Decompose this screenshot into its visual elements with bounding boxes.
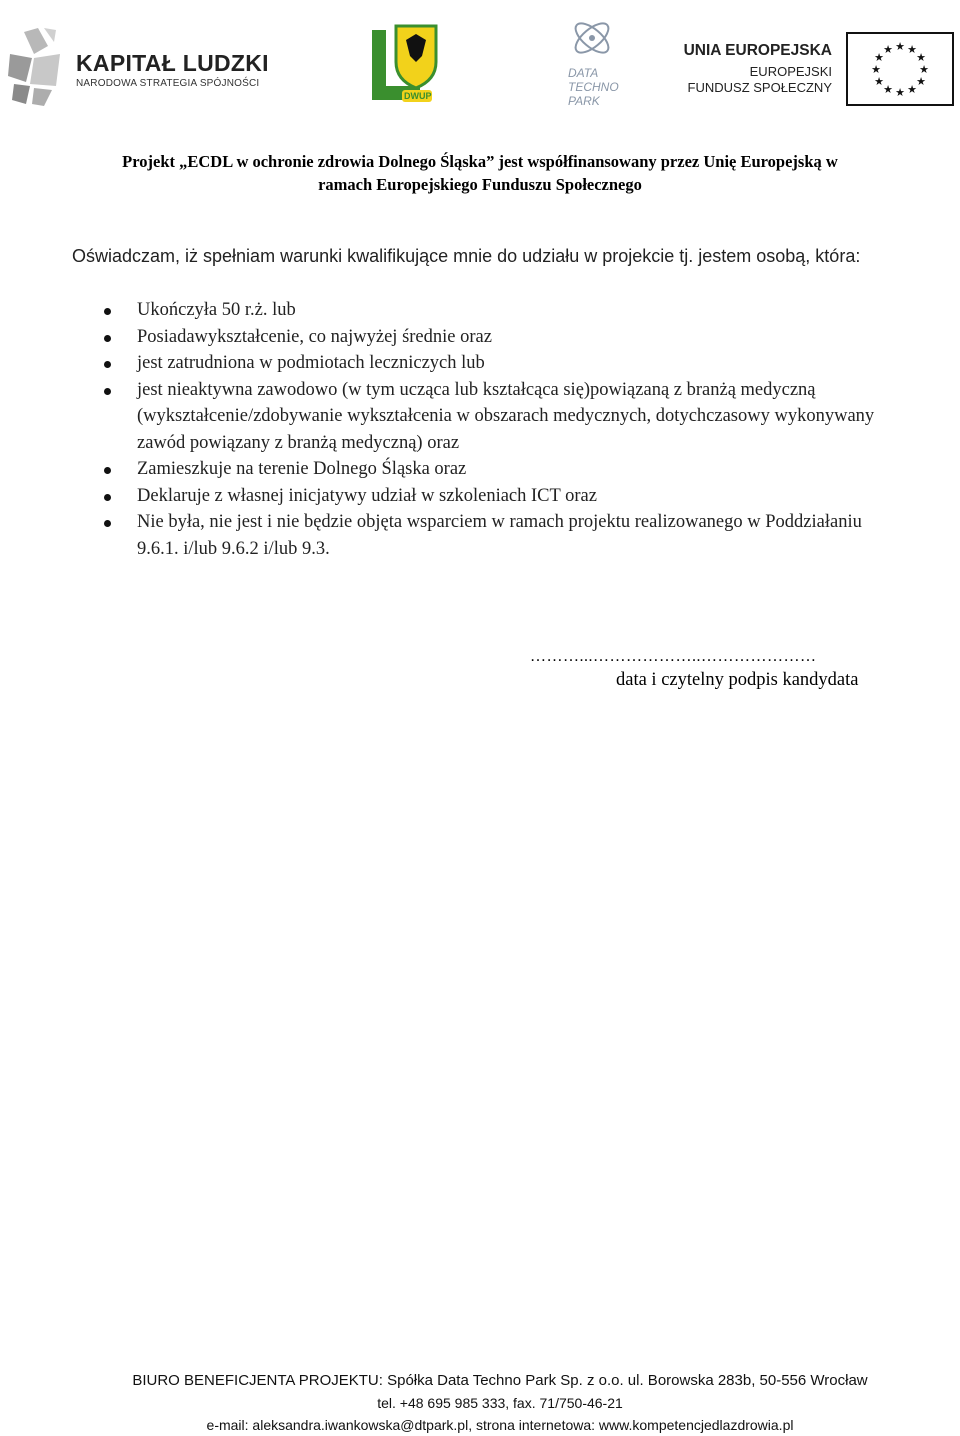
kapital-ludzki-emblem-icon xyxy=(4,24,68,108)
unia-europejska-subtitle xyxy=(688,64,832,96)
atom-icon xyxy=(568,14,628,64)
svg-text:★: ★ xyxy=(916,75,926,88)
list-item xyxy=(104,377,904,457)
list-item xyxy=(104,509,904,562)
list-item xyxy=(104,456,904,483)
ue-line-fundusz: FUNDUSZ SPOŁECZNY xyxy=(687,80,832,95)
bullet-icon xyxy=(104,308,111,315)
svg-text:★: ★ xyxy=(883,43,893,56)
unia-europejska-logo xyxy=(682,30,957,108)
list-item-text: Nie była, nie jest i nie będzie objęta wsparciem w ramach projektu realizowanego w Poddziałaniu 9.6.1. i/lub 9.6.2 i/lub 9.3. xyxy=(137,512,862,559)
declaration-intro: Oświadczam, iż spełniam warunki kwalifikujące mnie do udziału w projekcie tj. jestem osobą, która: xyxy=(72,246,861,266)
project-header-line-2: ramach Europejskiego Funduszu Społecznego xyxy=(318,175,642,194)
dtp-line-data: DATA xyxy=(568,66,599,80)
list-item-text: Ukończyła 50 r.ż. lub xyxy=(137,300,296,320)
ue-line-europejski: EUROPEJSKI xyxy=(749,64,832,79)
dwup-logo xyxy=(366,22,452,108)
kapital-ludzki-title: KAPITAŁ LUDZKI xyxy=(76,50,269,76)
eu-stars-icon xyxy=(848,34,952,104)
svg-text:★: ★ xyxy=(871,63,881,76)
signature-line: ………...………………..………………… xyxy=(530,648,817,665)
svg-text:★: ★ xyxy=(907,43,917,56)
bullet-icon xyxy=(104,494,111,501)
data-techno-park-logo xyxy=(562,14,642,108)
dwup-label: DWUP xyxy=(404,91,432,101)
project-header-line-1: Projekt „ECDL w ochronie zdrowia Dolnego Śląska” jest współfinansowany przez Unię Europejską w xyxy=(122,152,838,171)
list-item xyxy=(104,324,904,351)
bullet-icon xyxy=(104,361,111,368)
footer xyxy=(40,1370,960,1436)
signature-label: data i czytelny podpis kandydata xyxy=(616,670,859,690)
list-item-text: Deklaruje z własnej inicjatywy udział w szkoleniach ICT oraz xyxy=(137,485,597,506)
kapital-ludzki-logo xyxy=(4,24,274,108)
bullet-icon xyxy=(104,335,111,342)
eu-flag xyxy=(846,32,954,106)
footer-address: BIURO BENEFICJENTA PROJEKTU: Spółka Data Techno Park Sp. z o.o. ul. Borowska 283b, 50-556 Wrocław xyxy=(132,1372,868,1389)
unia-europejska-title: UNIA EUROPEJSKA xyxy=(683,42,832,59)
footer-phone: tel. +48 695 985 333, fax. 71/750-46-21 xyxy=(377,1395,623,1411)
svg-text:★: ★ xyxy=(916,51,926,64)
project-header xyxy=(40,150,920,196)
svg-text:★: ★ xyxy=(895,86,905,99)
footer-contact: e-mail: aleksandra.iwankowska@dtpark.pl, strona internetowa: www.kompetencjedlazdrowia.pl xyxy=(206,1417,794,1433)
bullet-icon xyxy=(104,520,111,527)
list-item xyxy=(104,297,904,324)
list-item-text: Zamieszkuje na terenie Dolnego Śląska oraz xyxy=(137,459,467,479)
data-techno-park-text xyxy=(568,66,619,108)
svg-text:★: ★ xyxy=(907,83,917,96)
svg-text:★: ★ xyxy=(919,63,929,76)
dtp-line-park: PARK xyxy=(568,94,600,108)
list-item xyxy=(104,350,904,377)
bullet-icon xyxy=(104,467,111,474)
list-item-text: jest zatrudniona w podmiotach leczniczych lub xyxy=(137,353,485,373)
svg-text:★: ★ xyxy=(874,75,884,88)
bullet-icon xyxy=(104,388,111,395)
svg-text:★: ★ xyxy=(874,51,884,64)
criteria-list xyxy=(104,297,904,562)
list-item-text: Posiadawykształcenie, co najwyżej średnie oraz xyxy=(137,326,492,347)
svg-text:★: ★ xyxy=(895,40,905,53)
logo-bar xyxy=(0,0,960,120)
list-item-text: jest nieaktywna zawodowo (w tym ucząca lub kształcąca się)powiązaną z branżą medyczną (wykształcenie/zdobywanie wykształcenia w obszarach medycznych, dotychczasowy wykonywany zawód powiązany z branżą medyczną) oraz xyxy=(137,379,875,453)
kapital-ludzki-subtitle: NARODOWA STRATEGIA SPÓJNOŚCI xyxy=(76,78,260,89)
svg-text:★: ★ xyxy=(883,83,893,96)
dtp-line-techno: TECHNO xyxy=(568,80,619,94)
list-item xyxy=(104,483,904,510)
